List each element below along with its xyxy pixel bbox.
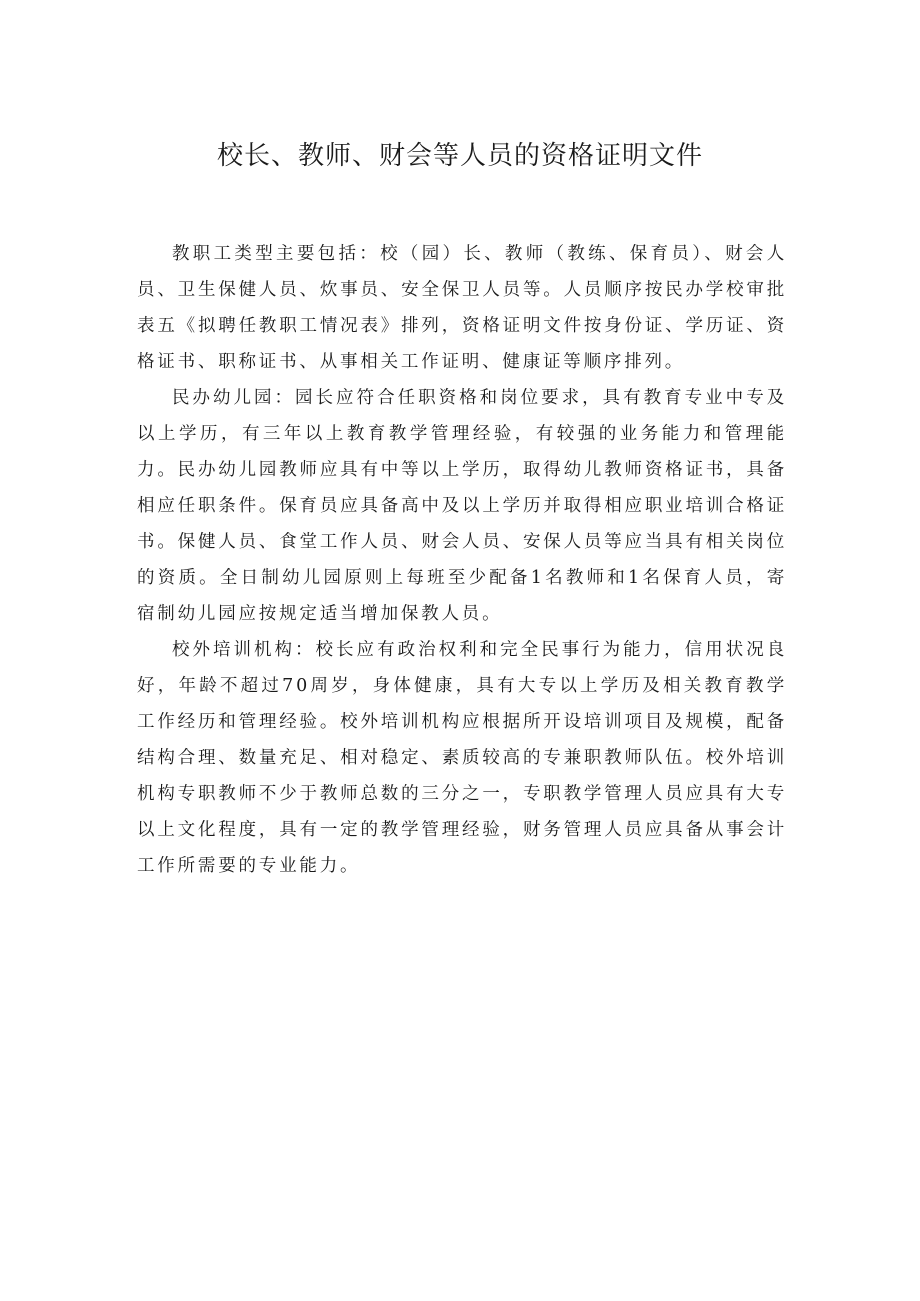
paragraph-staff-types: 教职工类型主要包括：校（园）长、教师（教练、保育员）、财会人员、卫生保健人员、炊事员、安全保卫人员等。人员顺序按民办学校审批表五《拟聘任教职工情况表》排列，资格证明文件按身份证、学历证、资格证书、职称证书、从事相关工作证明、健康证等顺序排列。 [137, 244, 787, 372]
paragraph-training-institution: 校外培训机构：校长应有政治权利和完全民事行为能力，信用状况良好，年龄不超过70周岁，身体健康，具有大专以上学历及相关教育教学工作经历和管理经验。校外培训机构应根据所开设培训项目及规模，配备结构合理、数量充足、相对稳定、素质较高的专兼职教师队伍。校外培训机构专职教师不少于教师总数的三分之一，专职教学管理人员应具有大专以上文化程度，具有一定的教学管理经验，财务管理人员应具备从事会计工作所需要的专业能力。 [137, 640, 787, 876]
document-title: 校长、教师、财会等人员的资格证明文件 [216, 141, 703, 171]
paragraph-kindergarten: 民办幼儿园：园长应符合任职资格和岗位要求，具有教育专业中专及以上学历，有三年以上教育教学管理经验，有较强的业务能力和管理能力。民办幼儿园教师应具有中等以上学历，取得幼儿教师资格证书，具备相应任职条件。保育员应具备高中及以上学历并取得相应职业培训合格证书。保健人员、食堂工作人员、财会人员、安保人员等应当具有相关岗位的资质。全日制幼儿园原则上每班至少配备1名教师和1名保育人员，寄宿制幼儿园应按规定适当增加保教人员。 [137, 388, 787, 624]
document-body [137, 236, 787, 884]
